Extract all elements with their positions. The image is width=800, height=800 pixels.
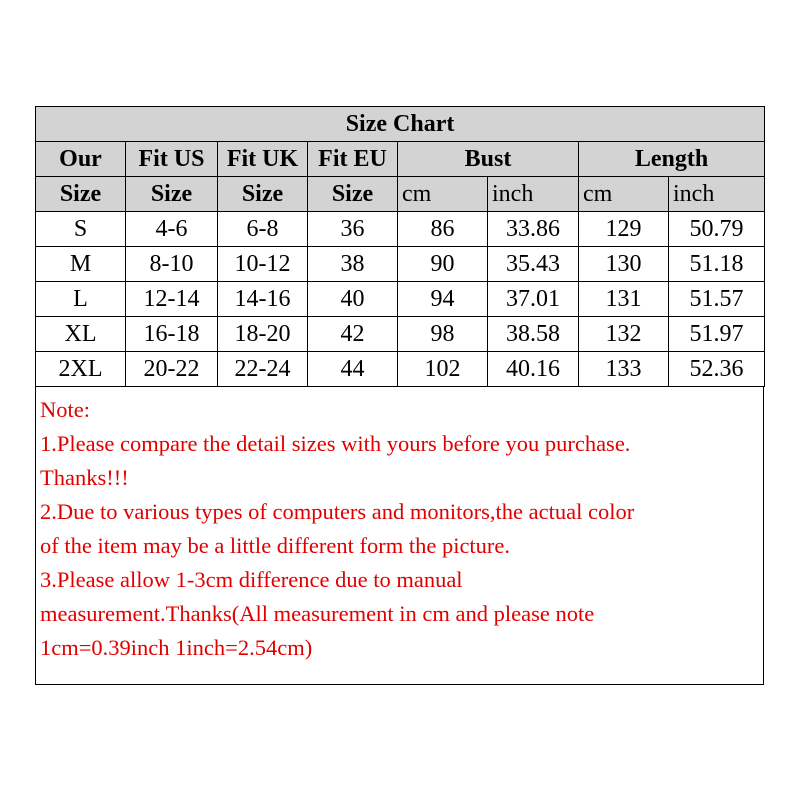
cell-bust-inch: 35.43 (488, 247, 579, 282)
table-row (36, 247, 765, 282)
notes-box (35, 387, 764, 685)
header-fit-eu: Fit EU (308, 142, 398, 177)
note-heading: Note: (40, 397, 90, 422)
table-row (36, 282, 765, 317)
header-our-size: Size (36, 177, 126, 212)
header-fit-us: Fit US (126, 142, 218, 177)
header-length-inch: inch (669, 177, 765, 212)
note-line: 1.Please compare the detail sizes with yours before you purchase. (40, 431, 631, 456)
cell-bust-cm: 102 (398, 352, 488, 387)
table-row (36, 317, 765, 352)
cell-size: XL (36, 317, 126, 352)
header-length-cm: cm (579, 177, 669, 212)
cell-length-inch: 50.79 (669, 212, 765, 247)
cell-length-inch: 51.97 (669, 317, 765, 352)
cell-length-inch: 52.36 (669, 352, 765, 387)
cell-length-inch: 51.57 (669, 282, 765, 317)
cell-length-cm: 129 (579, 212, 669, 247)
note-line: 3.Please allow 1-3cm difference due to manual (40, 567, 463, 592)
header-fit-uk: Fit UK (218, 142, 308, 177)
cell-eu: 36 (308, 212, 398, 247)
header-fit-eu-size: Size (308, 177, 398, 212)
note-line: of the item may be a little different form the picture. (40, 533, 511, 558)
cell-us: 4-6 (126, 212, 218, 247)
header-fit-uk-size: Size (218, 177, 308, 212)
cell-uk: 14-16 (218, 282, 308, 317)
header-bust: Bust (398, 142, 579, 177)
cell-uk: 18-20 (218, 317, 308, 352)
note-line: measurement.Thanks(All measurement in cm and please note (40, 601, 595, 626)
cell-length-inch: 51.18 (669, 247, 765, 282)
cell-length-cm: 131 (579, 282, 669, 317)
header-row-2 (36, 177, 765, 212)
cell-uk: 6-8 (218, 212, 308, 247)
table-title: Size Chart (36, 107, 765, 142)
note-line: Thanks!!! (40, 465, 129, 490)
cell-length-cm: 130 (579, 247, 669, 282)
cell-size: L (36, 282, 126, 317)
table-row (36, 212, 765, 247)
cell-eu: 42 (308, 317, 398, 352)
cell-us: 16-18 (126, 317, 218, 352)
cell-us: 20-22 (126, 352, 218, 387)
note-line: 1cm=0.39inch 1inch=2.54cm) (40, 635, 313, 660)
cell-eu: 38 (308, 247, 398, 282)
cell-size: 2XL (36, 352, 126, 387)
cell-bust-cm: 98 (398, 317, 488, 352)
cell-bust-inch: 38.58 (488, 317, 579, 352)
note-line: 2.Due to various types of computers and monitors,the actual color (40, 499, 635, 524)
cell-bust-cm: 94 (398, 282, 488, 317)
cell-size: M (36, 247, 126, 282)
header-bust-cm: cm (398, 177, 488, 212)
cell-bust-cm: 90 (398, 247, 488, 282)
cell-bust-cm: 86 (398, 212, 488, 247)
cell-size: S (36, 212, 126, 247)
cell-uk: 10-12 (218, 247, 308, 282)
header-fit-us-size: Size (126, 177, 218, 212)
header-length: Length (579, 142, 765, 177)
header-our: Our (36, 142, 126, 177)
cell-length-cm: 132 (579, 317, 669, 352)
cell-length-cm: 133 (579, 352, 669, 387)
title-row (36, 107, 765, 142)
cell-eu: 40 (308, 282, 398, 317)
cell-us: 8-10 (126, 247, 218, 282)
size-chart (35, 106, 764, 685)
cell-bust-inch: 33.86 (488, 212, 579, 247)
header-bust-inch: inch (488, 177, 579, 212)
cell-us: 12-14 (126, 282, 218, 317)
cell-uk: 22-24 (218, 352, 308, 387)
table-row (36, 352, 765, 387)
cell-eu: 44 (308, 352, 398, 387)
cell-bust-inch: 37.01 (488, 282, 579, 317)
cell-bust-inch: 40.16 (488, 352, 579, 387)
size-table (35, 106, 765, 387)
header-row-1 (36, 142, 765, 177)
